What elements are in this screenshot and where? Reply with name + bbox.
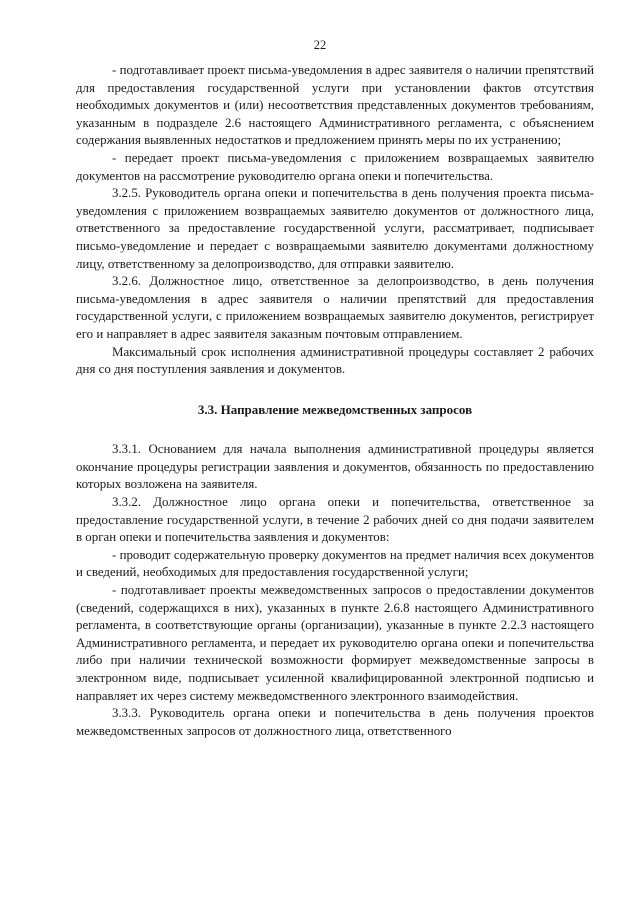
paragraph: 3.2.5. Руководитель органа опеки и попечительства в день получения проекта письма-уведомления с приложением возвращаемых заявителю документов от должностного лица, ответственного за предоставление государственной услуги, рассматривает, подписывает письмо-уведомление и передает с возвращаемыми заявителю документами должностному лицу, ответственному за делопроизводство, для отправки заявителю.	[76, 186, 594, 271]
paragraph: 3.3.3. Руководитель органа опеки и попечительства в день получения проектов межведомственных запросов от должностного лица, ответственного	[76, 706, 594, 738]
paragraph: - подготавливает проект письма-уведомления в адрес заявителя о наличии препятствий для предоставления государственной услуги при установлении фактов отсутствия необходимых документов и (или) несоответствия представленных документов требованиям, указанным в подразделе 2.6 настоящего Административного регламента, с объяснением содержания выявленных недостатков и предложением принять меры по их устранению;	[76, 63, 594, 148]
paragraph: 3.3.2. Должностное лицо органа опеки и попечительства, ответственное за предоставление государственной услуги, в течение 2 рабочих дней со дня подачи заявителем в орган опеки и попечительства заявления и документов:	[76, 495, 594, 545]
document-body	[76, 62, 594, 740]
paragraph: 3.3.1. Основанием для начала выполнения административной процедуры является окончание процедуры регистрации заявления и документов, обязанность по предоставлению которых возложена на заявителя.	[76, 442, 594, 492]
paragraph: - передает проект письма-уведомления с приложением возвращаемых заявителю документов на рассмотрение руководителю органа опеки и попечительства.	[76, 150, 594, 183]
section-heading: 3.3. Направление межведомственных запросов	[197, 401, 473, 417]
paragraph: - проводит содержательную проверку документов на предмет наличия всех документов и сведений, необходимых для предоставления государственной услуги;	[76, 547, 594, 580]
page-number: 22	[313, 38, 327, 52]
paragraph: 3.2.6. Должностное лицо, ответственное за делопроизводство, в день получения письма-уведомления в адрес заявителя о наличии препятствий для предоставления государственной услуги, с приложением возвращаемых заявителю документов, регистрирует его и направляет в адрес заявителя заказным почтовым отправлением.	[76, 274, 594, 341]
paragraph: - подготавливает проекты межведомственных запросов о предоставлении документов (сведений, содержащихся в них), указанных в пункте 2.6.8 настоящего Административного регламента, в соответствующие органы (организации), указанные в пункте 2.2.3 настоящего Административного регламента, и передает их руководителю органа опеки и попечительства либо при наличии технической возможности формирует межведомственные запросы в электронном виде, подписывает усиленной квалифицированной электронной подписью и направляет их через систему межведомственного электронного взаимодействия.	[76, 583, 594, 703]
paragraph: Максимальный срок исполнения административной процедуры составляет 2 рабочих дня со дня поступления заявления и документов.	[76, 344, 594, 377]
